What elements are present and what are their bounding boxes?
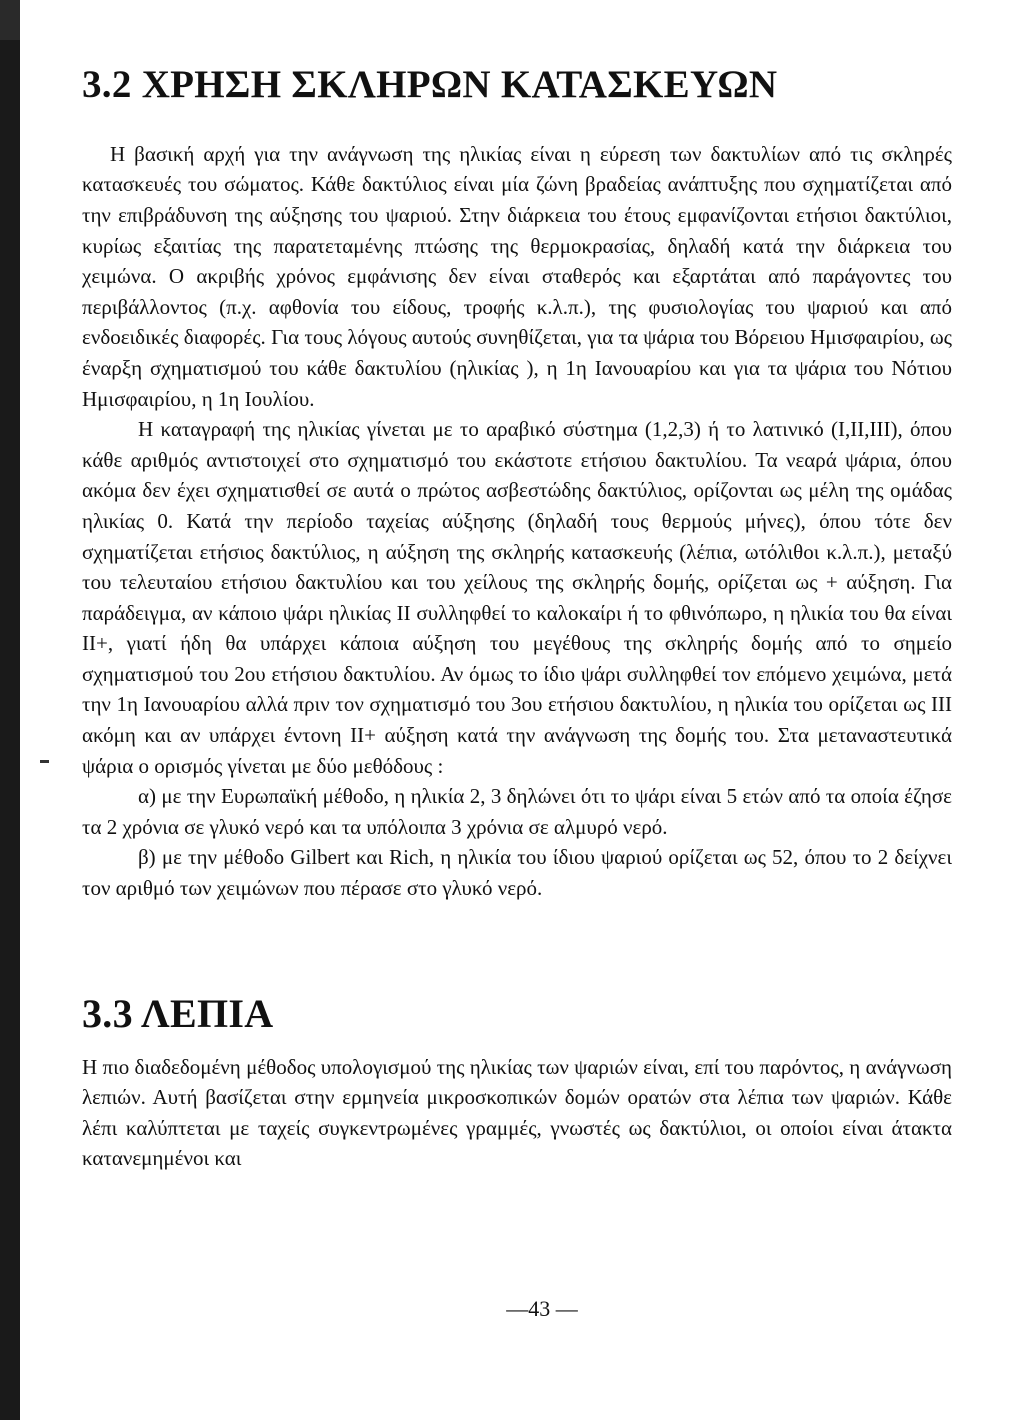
paragraph-intro: Η βασική αρχή για την ανάγνωση της ηλικίας είναι η εύρεση των δακτυλίων από τις σκληρές κατασκευές του σώματος. Κάθε δακτύλιος είναι μία ζώνη βραδείας ανάπτυξης που σχηματίζεται από την επιβράδυνση της αύξησης του ψαριού. Στην διάρκεια του έτους εμφανίζονται ετήσιοι δακτύλιοι, κυρίως εξαιτίας της παρατεταμένης πτώσης της θερμοκρασίας, δηλαδή κατά την διάρκεια του χειμώνα. Ο ακριβής χρόνος εμφάνισης δεν είναι σταθερός και εξαρτάται από παράγοντες του περιβάλλοντος (π.χ. αφθονία του είδους, τροφής κ.λ.π.), της φυσιολογίας του ψαριού και από ενδοειδικές διαφορές. Για τους λόγους αυτούς συνηθίζεται, για τα ψάρια του Βόρειου Ημισφαιρίου, ως έναρξη σχηματισμού του κάθε δακτυλίου (ηλικίας ), η 1η Ιανουαρίου και για τα ψάρια του Νότιου Ημισφαιρίου, η 1η Ιουλίου.	[82, 141, 952, 411]
margin-mark	[40, 760, 49, 763]
scan-edge-bar	[0, 0, 20, 1420]
paragraph-scales: Η πιο διαδεδομένη μέθοδος υπολογισμού της ηλικίας των ψαριών είναι, επί του παρόντος, η ανάγνωση λεπιών. Αυτή βασίζεται στην ερμηνεία μικροσκοπικών δομών ορατών στα λέπια των ψαριών. Κάθε λέπι καλύπτεται με ταχείς συγκεντρωμένες γραμμές, γνωστές ως δακτύλιοι, οι οποίοι είναι άτακτα κατανεμημένοι και	[82, 1054, 952, 1171]
list-item-gilbert-rich-method: β) με την μέθοδο Gilbert και Rich, η ηλικία του ίδιου ψαριού ορίζεται ως 52, όπου το 2 δείχνει τον αριθμό των χειμώνων που πέρασε στο γλυκό νερό.	[82, 845, 952, 901]
section-heading-3-2: 3.2 ΧΡΗΣΗ ΣΚΛΗΡΩΝ ΚΑΤΑΣΚΕΥΩΝ	[82, 63, 778, 106]
paragraph-age-recording: Η καταγραφή της ηλικίας γίνεται με το αραβικό σύστημα (1,2,3) ή το λατινικό (Ι,ΙΙ,ΙΙΙ), όπου κάθε αριθμός αντιστοιχεί στο σχηματισμό του εκάστοτε ετήσιου δακτυλίου. Τα νεαρά ψάρια, όπου ακόμα δεν έχει σχηματισθεί σε αυτά ο πρώτος ασβεστώδης δακτύλιος, ορίζονται ως μέλη της ομάδας ηλικίας 0. Κατά την περίοδο ταχείας αύξησης (δηλαδή τους θερμούς μήνες), όπου τότε δεν σχηματίζεται ετήσιος δακτύλιος, η αύξηση της σκληρής κατασκευής (λέπια, ωτόλιθοι κ.λ.π.), μεταξύ του τελευταίου ετήσιου δακτυλίου και του χείλους της σκληρής δομής, ορίζεται ως + αύξηση. Για παράδειγμα, αν κάποιο ψάρι ηλικίας ΙΙ συλληφθεί το καλοκαίρι ή το φθινόπωρο, η ηλικία του θα είναι ΙΙ+, γιατί ήδη θα υπάρχει κάποια αύξηση του μεγέθους της σκληρής δομής από το σημείο σχηματισμού του 2ου ετήσιου δακτυλίου. Αν όμως το ίδιο ψάρι συλληφθεί τον επόμενο χειμώνα, μετά την 1η Ιανουαρίου αλλά πριν τον σχηματισμό του 3ου ετήσιου δακτυλίου, η ηλικία του ορίζεται ως ΙΙΙ ακόμη και αν υπάρχει έντονη ΙΙ+ αύξηση κατά την ανάγνωση της δομής του. Στα μεταναστευτικά ψάρια ο ορισμός γίνεται με δύο μεθόδους :	[82, 417, 952, 778]
section-heading-3-3: 3.3 ΛΕΠΙΑ	[82, 990, 274, 1036]
page-content	[82, 62, 952, 1174]
scan-edge-top	[0, 0, 20, 40]
page-number-text: —43 —	[506, 1296, 578, 1321]
page-number	[0, 1296, 1024, 1322]
list-item-european-method: α) με την Ευρωπαϊκή μέθοδο, η ηλικία 2, 3 δηλώνει ότι το ψάρι είναι 5 ετών από τα οποία έζησε τα 2 χρόνια σε γλυκό νερό και τα υπόλοιπα 3 χρόνια σε αλμυρό νερό.	[82, 784, 952, 839]
